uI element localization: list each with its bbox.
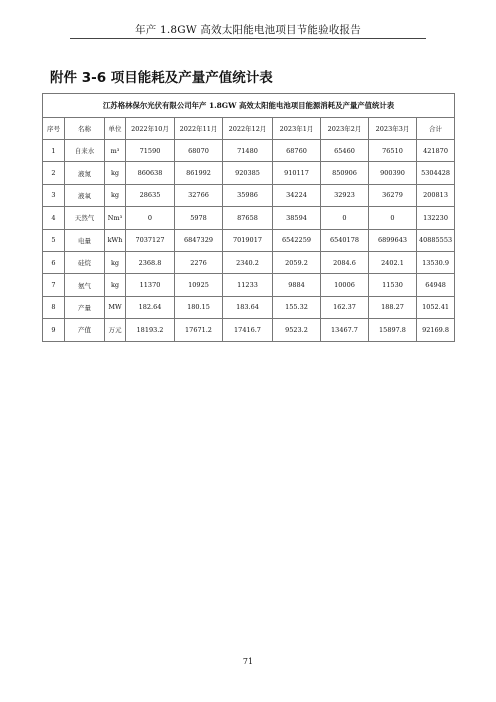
table-cell: 68760 <box>273 140 321 162</box>
table-cell: 2059.2 <box>273 251 321 273</box>
table-cell: 产值 <box>65 319 105 341</box>
table-row <box>43 296 455 318</box>
table-cell: 132230 <box>417 207 455 229</box>
table-cell: 10925 <box>175 274 223 296</box>
table-cell: 17671.2 <box>175 319 223 341</box>
table-cell: 71590 <box>126 140 175 162</box>
table-cell: 18193.2 <box>126 319 175 341</box>
table-cell: 71480 <box>223 140 273 162</box>
table-cell: 13467.7 <box>321 319 369 341</box>
table-cell: 421870 <box>417 140 455 162</box>
table-cell: 5 <box>43 229 65 251</box>
table-cell: 860638 <box>126 162 175 184</box>
table-cell: 7 <box>43 274 65 296</box>
table-cell: 36279 <box>369 184 417 206</box>
table-cell: 6847329 <box>175 229 223 251</box>
table-cell: 17416.7 <box>223 319 273 341</box>
table-cell: 861992 <box>175 162 223 184</box>
table-cell: 硅烷 <box>65 251 105 273</box>
table-cell: 6540178 <box>321 229 369 251</box>
table-cell: 11233 <box>223 274 273 296</box>
table-cell: 15897.8 <box>369 319 417 341</box>
table-cell: 8 <box>43 296 65 318</box>
table-cell: 万元 <box>105 319 126 341</box>
table-cell: 87658 <box>223 207 273 229</box>
table-row <box>43 140 455 162</box>
table-cell: 6542259 <box>273 229 321 251</box>
table-cell: 188.27 <box>369 296 417 318</box>
table-cell: 32923 <box>321 184 369 206</box>
header-divider <box>70 38 426 39</box>
table-cell: 9 <box>43 319 65 341</box>
table-cell: 7037127 <box>126 229 175 251</box>
table-cell: 35986 <box>223 184 273 206</box>
table-row <box>43 319 455 341</box>
column-header: 2023年2月 <box>321 118 369 140</box>
table-cell: 氨气 <box>65 274 105 296</box>
table-cell: 0 <box>321 207 369 229</box>
table-row <box>43 207 455 229</box>
table-row <box>43 184 455 206</box>
table-cell: 电量 <box>65 229 105 251</box>
table-cell: 10006 <box>321 274 369 296</box>
table-cell: 13530.9 <box>417 251 455 273</box>
table-cell: 自来水 <box>65 140 105 162</box>
table-cell: 64948 <box>417 274 455 296</box>
table-cell: 200813 <box>417 184 455 206</box>
table-cell: 2340.2 <box>223 251 273 273</box>
table-cell: 162.37 <box>321 296 369 318</box>
table-cell: 2276 <box>175 251 223 273</box>
table-row <box>43 162 455 184</box>
table-cell: 天然气 <box>65 207 105 229</box>
table-cell: m³ <box>105 140 126 162</box>
column-header: 单位 <box>105 118 126 140</box>
table-cell: 34224 <box>273 184 321 206</box>
table-cell: 7019017 <box>223 229 273 251</box>
table-row <box>43 229 455 251</box>
table-cell: 38594 <box>273 207 321 229</box>
table-cell: 183.64 <box>223 296 273 318</box>
table-cell: kg <box>105 162 126 184</box>
table-cell: 9884 <box>273 274 321 296</box>
table-cell: 910117 <box>273 162 321 184</box>
table-cell: 1 <box>43 140 65 162</box>
table-cell: 155.32 <box>273 296 321 318</box>
table-cell: 5304428 <box>417 162 455 184</box>
table-cell: 2084.6 <box>321 251 369 273</box>
table-cell: 2 <box>43 162 65 184</box>
table-cell: kg <box>105 251 126 273</box>
table-cell: MW <box>105 296 126 318</box>
column-header: 2023年1月 <box>273 118 321 140</box>
table-cell: kg <box>105 274 126 296</box>
table-cell: 850906 <box>321 162 369 184</box>
table-cell: 6899643 <box>369 229 417 251</box>
table-cell: 76510 <box>369 140 417 162</box>
table-cell: 0 <box>369 207 417 229</box>
table-cell: 2402.1 <box>369 251 417 273</box>
column-header: 2022年11月 <box>175 118 223 140</box>
page-number: 71 <box>242 657 254 666</box>
table-cell: 液氮 <box>65 162 105 184</box>
column-header: 名称 <box>65 118 105 140</box>
table-cell: 92169.8 <box>417 319 455 341</box>
table-row <box>43 251 455 273</box>
table-cell: 液氧 <box>65 184 105 206</box>
table-cell: 900390 <box>369 162 417 184</box>
table-cell: 2368.8 <box>126 251 175 273</box>
table-cell: 28635 <box>126 184 175 206</box>
column-header: 2023年3月 <box>369 118 417 140</box>
table-cell: 920385 <box>223 162 273 184</box>
table-cell: 3 <box>43 184 65 206</box>
column-header: 2022年10月 <box>126 118 175 140</box>
column-header: 序号 <box>43 118 65 140</box>
table-cell: kWh <box>105 229 126 251</box>
table-cell: 产量 <box>65 296 105 318</box>
table-cell: 11370 <box>126 274 175 296</box>
table-cell: 11530 <box>369 274 417 296</box>
table-cell: 32766 <box>175 184 223 206</box>
table-cell: 9523.2 <box>273 319 321 341</box>
table-cell: 1052.41 <box>417 296 455 318</box>
table-row <box>43 274 455 296</box>
table-cell: 65460 <box>321 140 369 162</box>
table-cell: 0 <box>126 207 175 229</box>
column-header: 2022年12月 <box>223 118 273 140</box>
table-cell: Nm³ <box>105 207 126 229</box>
table-cell: 68070 <box>175 140 223 162</box>
table-cell: 40885553 <box>417 229 455 251</box>
table-cell: 4 <box>43 207 65 229</box>
table-cell: 5978 <box>175 207 223 229</box>
table-cell: 6 <box>43 251 65 273</box>
table-cell: kg <box>105 184 126 206</box>
page-header: 年产 1.8GW 高效太阳能电池项目节能验收报告 <box>135 24 361 36</box>
table-cell: 182.64 <box>126 296 175 318</box>
column-header: 合计 <box>417 118 455 140</box>
table-cell: 180.15 <box>175 296 223 318</box>
table-caption: 江苏格林保尔光伏有限公司年产 1.8GW 高效太阳能电池项目能源消耗及产量产值统计表 <box>43 94 455 118</box>
section-title: 附件 3-6 项目能耗及产量产值统计表 <box>50 70 273 86</box>
energy-statistics-table <box>42 93 455 342</box>
energy-statistics-table-container <box>42 93 454 342</box>
